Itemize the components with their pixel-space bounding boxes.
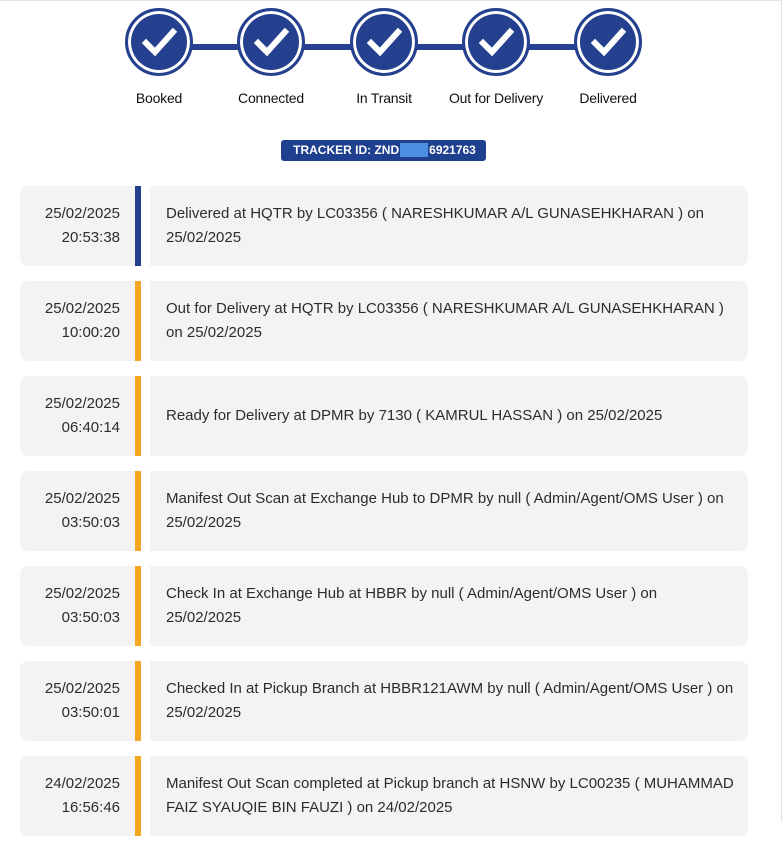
timeline-event [20,281,748,361]
event-description [150,281,748,361]
step-circle [462,8,530,76]
event-time: 16:56:46 [61,799,120,816]
step-circle [574,8,642,76]
step-label: Connected [238,90,304,106]
event-datetime [20,281,135,361]
event-text: Check In at Exchange Hub at HBBR by null ( Admin/Agent/OMS User ) on 25/02/2025 [166,585,658,626]
event-divider [141,281,150,361]
event-datetime [20,471,135,551]
tracking-timeline [20,186,748,851]
tracker-id-suffix: 6921763 [429,143,476,157]
event-date: 24/02/2025 [44,775,120,792]
event-divider [141,661,150,741]
event-time: 03:50:03 [61,514,120,531]
check-icon [476,22,516,62]
event-date: 25/02/2025 [44,300,120,317]
step-label: Delivered [579,90,637,106]
event-text: Out for Delivery at HQTR by LC03356 ( NARESHKUMAR A/L GUNASEHKHARAN ) on 25/02/2025 [166,300,724,341]
event-description [150,186,748,266]
check-icon [139,22,179,62]
event-divider [141,756,150,836]
event-datetime [20,566,135,646]
step-label: In Transit [356,90,412,106]
timeline-event [20,376,748,456]
event-datetime [20,661,135,741]
event-date: 25/02/2025 [44,585,120,602]
timeline-event [20,471,748,551]
event-description [150,376,748,456]
event-time: 20:53:38 [61,229,120,246]
tracker-id-prefix: TRACKER ID: ZND [293,143,400,157]
event-description [150,566,748,646]
event-text: Delivered at HQTR by LC03356 ( NARESHKUMAR A/L GUNASEHKHARAN ) on 25/02/2025 [166,205,704,246]
event-text: Manifest Out Scan at Exchange Hub to DPMR by null ( Admin/Agent/OMS User ) on 25/02/2025 [166,490,724,531]
step-circle [350,8,418,76]
timeline-event [20,566,748,646]
event-time: 03:50:03 [61,609,120,626]
event-date: 25/02/2025 [44,205,120,222]
event-date: 25/02/2025 [44,680,120,697]
event-time: 06:40:14 [61,419,120,436]
step-delivered [538,8,678,106]
event-divider [141,376,150,456]
check-icon [364,22,404,62]
check-icon [251,22,291,62]
event-description [150,661,748,741]
event-divider [141,186,150,266]
timeline-event [20,661,748,741]
timeline-event [20,756,748,836]
event-date: 25/02/2025 [44,490,120,507]
timeline-event [20,186,748,266]
step-circle [237,8,305,76]
event-divider [141,471,150,551]
event-datetime [20,186,135,266]
event-date: 25/02/2025 [44,395,120,412]
event-datetime [20,376,135,456]
event-time: 03:50:01 [61,704,120,721]
event-description [150,756,748,836]
event-datetime [20,756,135,836]
event-description [150,471,748,551]
step-circle [125,8,193,76]
event-text: Checked In at Pickup Branch at HBBR121AWM by null ( Admin/Agent/OMS User ) on 25/02/2025 [166,680,734,721]
tracker-id-badge [281,140,486,161]
redaction-mark [400,143,428,157]
event-text: Manifest Out Scan completed at Pickup branch at HSNW by LC00235 ( MUHAMMAD FAIZ SYAUQIE BIN FAUZI ) on 24/02/2025 [166,775,734,816]
progress-stepper [0,0,782,120]
check-icon [588,22,628,62]
step-label: Booked [135,90,183,106]
event-text: Ready for Delivery at DPMR by 7130 ( KAMRUL HASSAN ) on 25/02/2025 [166,407,663,424]
event-divider [141,566,150,646]
step-label: Out for Delivery [448,90,544,106]
event-time: 10:00:20 [61,324,120,341]
